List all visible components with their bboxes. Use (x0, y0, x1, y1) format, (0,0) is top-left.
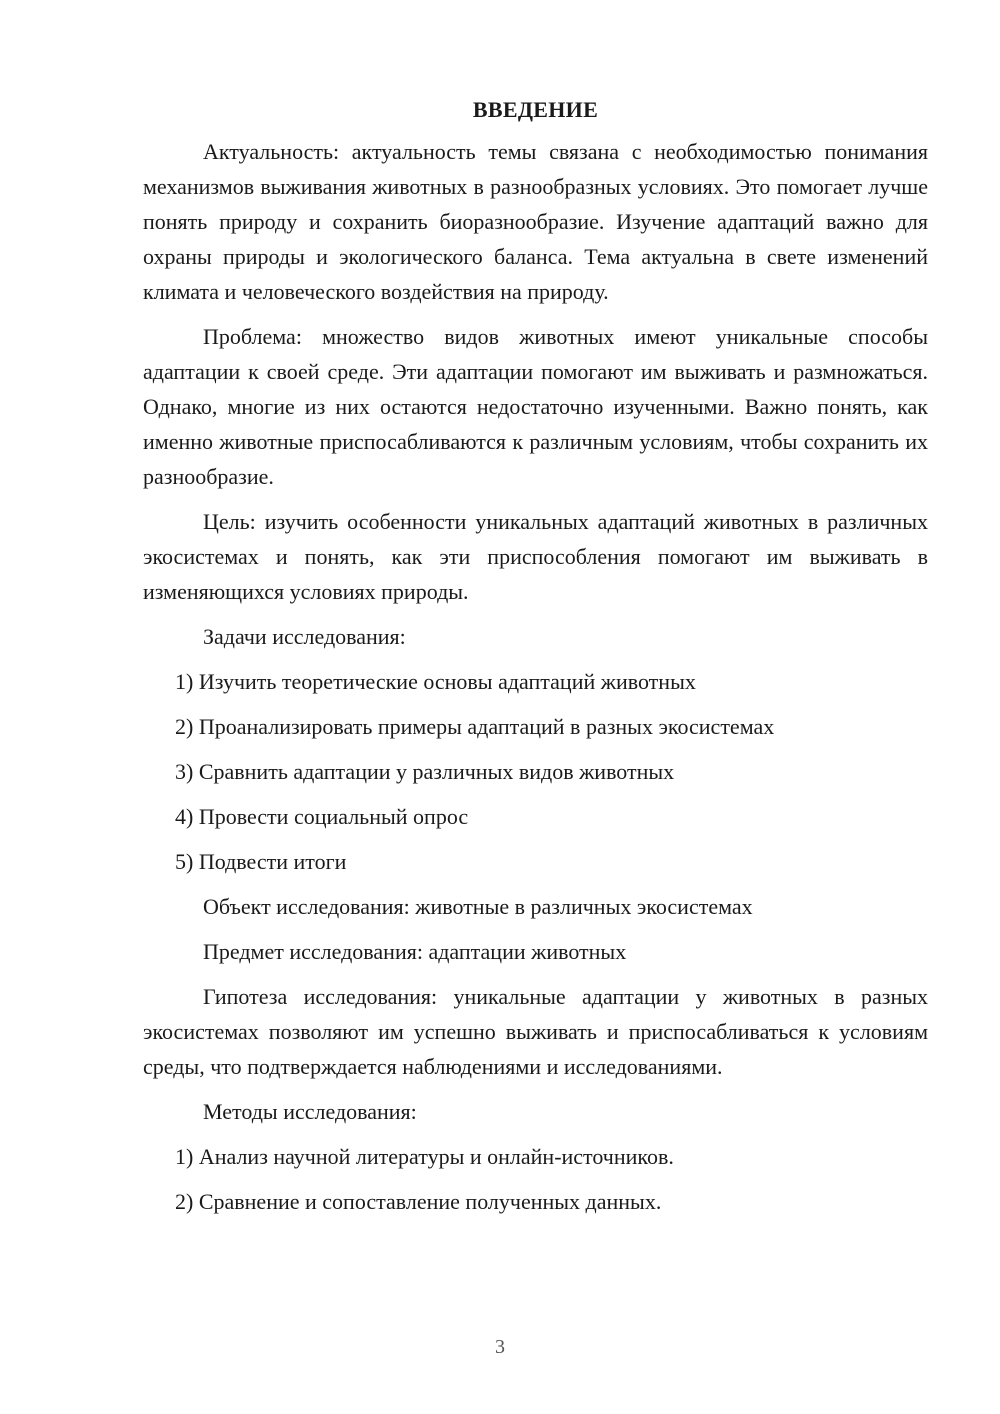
research-subject: Предмет исследования: адаптации животных (203, 939, 627, 964)
research-object: Объект исследования: животные в различных экосистемах (203, 894, 753, 919)
tasks-heading: Задачи исследования: (203, 624, 406, 649)
list-item: 2) Сравнение и сопоставление полученных данных. (175, 1189, 662, 1214)
methods-heading: Методы исследования: (203, 1099, 417, 1124)
goal-paragraph: Цель: изучить особенности уникальных адаптаций животных в различных экосистемах и понять, как эти приспособления помогают им выживать в изменяющихся условиях природы. (143, 509, 928, 604)
relevance-paragraph: Актуальность: актуальность темы связана с необходимостью понимания механизмов выживания животных в разнообразных условиях. Это помогает лучше понять природу и сохранить биоразнообразие. Изучение адаптаций важно для охраны природы и экологического баланса. Тема актуальна в свете изменений климата и человеческого воздействия на природу. (143, 139, 928, 304)
list-item: 3) Сравнить адаптации у различных видов животных (175, 759, 675, 784)
hypothesis-paragraph: Гипотеза исследования: уникальные адаптации у животных в разных экосистемах позволяют им успешно выживать и приспосабливаться к условиям среды, что подтверждается наблюдениями и исследованиями. (143, 984, 928, 1079)
list-item: 1) Анализ научной литературы и онлайн-источников. (175, 1144, 674, 1169)
list-item: 1) Изучить теоретические основы адаптаций животных (175, 669, 696, 694)
list-item: 5) Подвести итоги (175, 849, 347, 874)
tasks-list (143, 664, 928, 879)
document-page (143, 92, 928, 1229)
list-item: 2) Проанализировать примеры адаптаций в разных экосистемах (175, 714, 775, 739)
problem-paragraph: Проблема: множество видов животных имеют уникальные способы адаптации к своей среде. Эти адаптации помогают им выживать и размножаться. Однако, многие из них остаются недостаточно изученными. Важно понять, как именно животные приспосабливаются к различным условиям, чтобы сохранить их разнообразие. (143, 324, 928, 489)
methods-list (143, 1139, 928, 1219)
page-number: 3 (495, 1336, 505, 1358)
page-title: ВВЕДЕНИЕ (472, 97, 599, 122)
list-item: 4) Провести социальный опрос (175, 804, 469, 829)
